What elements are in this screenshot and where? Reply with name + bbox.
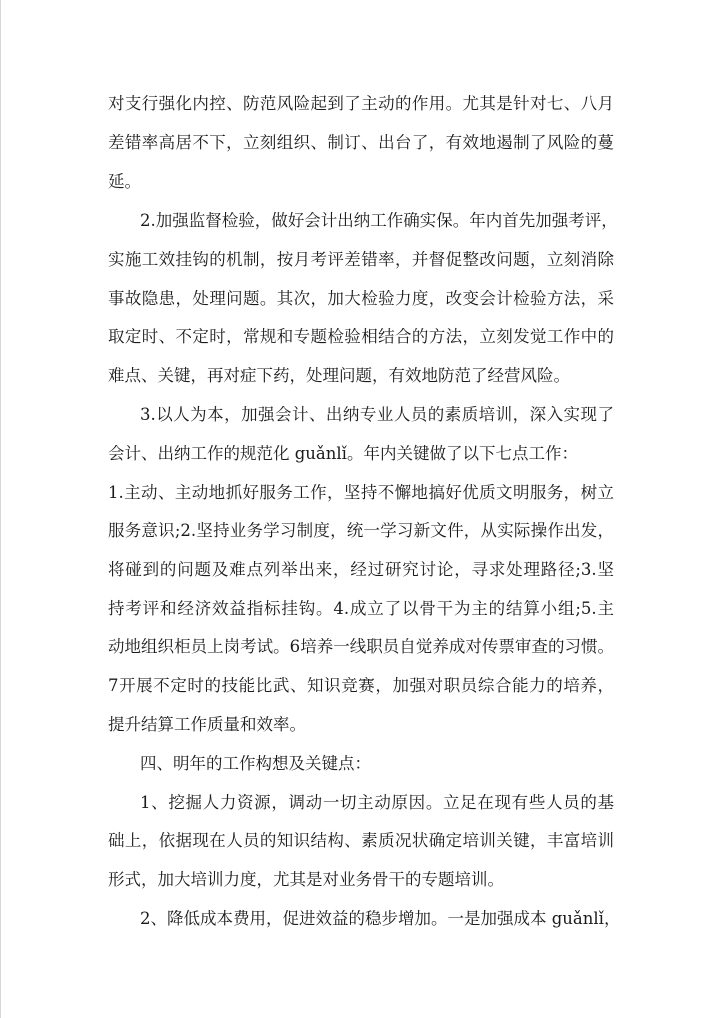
text-line: 延。	[108, 172, 141, 191]
text-line: 动地组织柜员上岗考试。6培养一线职员自觉养成对传票审查的习惯。	[108, 637, 614, 656]
text-line: 7开展不定时的技能比武、知识竞赛，加强对职员综合能力的培养，	[108, 676, 614, 695]
text-line: 事故隐患，处理问题。其次，加大检验力度，改变会计检验方法，采	[108, 289, 614, 308]
page-edge-divider	[0, 0, 1, 1018]
text-line: 础上，依据现在人员的知识结构、素质况状确定培训关键，丰富培训	[108, 831, 614, 850]
text-line: 1、挖掘人力资源，调动一切主动原因。立足在现有些人员的基	[140, 793, 614, 812]
text-line: 难点、关键，再对症下药，处理问题，有效地防范了经营风险。	[108, 366, 570, 385]
text-line: 差错率高居不下，立刻组织、制订、出台了，有效地遏制了风险的蔓	[108, 133, 614, 152]
text-line: 2.加强监督检验，做好会计出纳工作确实保。年内首先加强考评，	[140, 211, 618, 230]
text-line: 2、降低成本费用，促进效益的稳步增加。一是加强成本 guǎnlǐ，	[140, 909, 621, 928]
text-line: 服务意识;2.坚持业务学习制度，统一学习新文件，从实际操作出发，	[108, 521, 614, 540]
text-line: 1.主动、主动地抓好服务工作，坚持不懈地搞好优质文明服务，树立	[108, 483, 614, 502]
text-line: 形式，加大培训力度，尤其是对业务骨干的专题培训。	[108, 870, 504, 889]
section-heading: 四、明年的工作构想及关键点：	[140, 754, 371, 773]
text-line: 取定时、不定时，常规和专题检验相结合的方法，立刻发觉工作中的	[108, 327, 614, 346]
text-line: 提升结算工作质量和效率。	[108, 715, 306, 734]
text-line: 将碰到的问题及难点列举出来，经过研究讨论，寻求处理路径;3.坚	[108, 560, 614, 579]
text-line: 实施工效挂钩的机制，按月考评差错率，并督促整改问题，立刻消除	[108, 250, 614, 269]
text-line: 对支行强化内控、防范风险起到了主动的作用。尤其是针对七、八月	[108, 94, 614, 113]
text-line: 持考评和经济效益指标挂钩。4.成立了以骨干为主的结算小组;5.主	[108, 599, 614, 618]
text-line: 会计、出纳工作的规范化 guǎnlǐ。年内关键做了以下七点工作：	[108, 444, 578, 463]
text-line: 3.以人为本，加强会计、出纳专业人员的素质培训，深入实现了	[140, 405, 614, 424]
